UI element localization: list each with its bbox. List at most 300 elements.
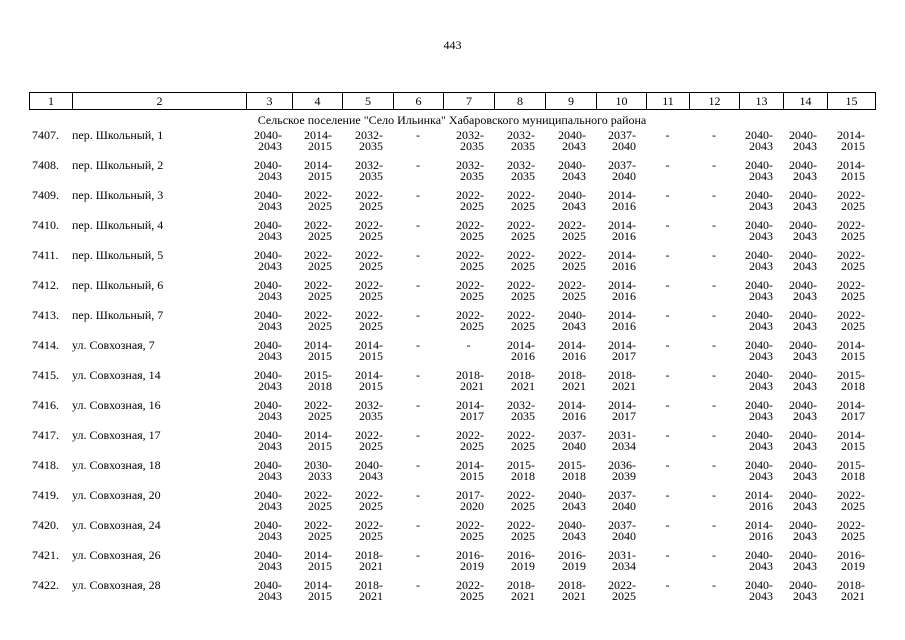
period-line: 2018- — [355, 578, 383, 592]
period-line: 2014- — [608, 248, 636, 262]
period-line: 2025 — [562, 229, 586, 243]
header-cell: 2 — [73, 93, 247, 110]
empty-value-cell: - — [665, 158, 670, 172]
period-cell — [292, 278, 342, 308]
table-row — [29, 488, 875, 518]
period-line: 2043 — [749, 319, 773, 333]
period-cell — [494, 218, 545, 248]
table-row — [29, 128, 875, 158]
period-line: 2017 — [612, 349, 636, 363]
period-cell — [494, 548, 545, 578]
period-line: 2043 — [562, 529, 586, 543]
period-cell — [545, 578, 596, 608]
period-line: 2014- — [507, 338, 535, 352]
period-line: 2040- — [789, 338, 817, 352]
period-cell — [827, 128, 875, 158]
table-row — [29, 398, 875, 428]
period-cell — [443, 308, 494, 338]
period-line: 2032- — [507, 128, 535, 142]
period-line: 2022- — [608, 578, 636, 592]
empty-value-cell: - — [665, 488, 670, 502]
empty-value-cell: - — [416, 278, 420, 292]
period-line: 2014- — [837, 398, 865, 412]
period-line: 2015 — [308, 439, 332, 453]
period-cell — [596, 158, 646, 188]
period-line: 2043 — [562, 199, 586, 213]
period-line: 2016- — [837, 548, 865, 562]
empty-value-cell: - — [665, 428, 670, 442]
period-line: 2043 — [793, 529, 817, 543]
period-line: 2025 — [841, 289, 865, 303]
period-cell — [342, 488, 393, 518]
period-cell — [443, 158, 494, 188]
period-line: 2016 — [562, 409, 586, 423]
period-line: 2015 — [308, 349, 332, 363]
period-line: 2018- — [558, 578, 586, 592]
period-line: 2040- — [254, 428, 282, 442]
period-line: 2040 — [562, 439, 586, 453]
empty-value-cell: - — [712, 548, 716, 562]
period-line: 2014- — [608, 278, 636, 292]
empty-value-cell: - — [416, 578, 420, 592]
period-line: 2022- — [304, 488, 332, 502]
period-line: 2043 — [793, 259, 817, 273]
period-line: 2040- — [745, 218, 773, 232]
period-line: 2043 — [793, 319, 817, 333]
empty-value-cell: - — [712, 578, 716, 592]
period-line: 2025 — [359, 199, 383, 213]
period-line: 2015- — [304, 368, 332, 382]
period-line: 2025 — [359, 529, 383, 543]
period-line: 2033 — [308, 469, 332, 483]
period-line: 2040- — [789, 188, 817, 202]
period-line: 2025 — [511, 259, 535, 273]
period-cell — [292, 458, 342, 488]
header-cell: 15 — [828, 93, 876, 110]
period-line: 2043 — [793, 349, 817, 363]
period-line: 2040- — [254, 218, 282, 232]
period-line: 2017 — [841, 409, 865, 423]
period-line: 2040- — [254, 248, 282, 262]
row-address: ул. Совхозная, 28 — [72, 578, 161, 592]
period-line: 2025 — [308, 499, 332, 513]
period-cell — [827, 578, 875, 608]
period-line: 2043 — [749, 349, 773, 363]
period-line: 2031- — [608, 548, 636, 562]
period-cell — [739, 158, 783, 188]
row-address: пер. Школьный, 1 — [72, 128, 164, 142]
period-cell — [739, 218, 783, 248]
period-cell — [246, 128, 292, 158]
empty-value-cell: - — [665, 128, 670, 142]
period-line: 2022- — [304, 518, 332, 532]
period-line: 2040- — [789, 368, 817, 382]
period-cell — [827, 278, 875, 308]
period-line: 2022- — [304, 308, 332, 322]
period-line: 2040- — [558, 308, 586, 322]
period-line: 2043 — [749, 469, 773, 483]
period-cell — [545, 488, 596, 518]
empty-value-cell: - — [665, 368, 670, 382]
table-row — [29, 428, 875, 458]
period-line: 2014- — [304, 578, 332, 592]
period-line: 2017- — [456, 488, 484, 502]
period-cell — [596, 548, 646, 578]
period-cell — [739, 488, 783, 518]
period-line: 2022- — [837, 278, 865, 292]
period-line: 2021 — [562, 379, 586, 393]
period-cell — [292, 428, 342, 458]
period-line: 2021 — [359, 589, 383, 603]
period-line: 2015 — [841, 139, 865, 153]
period-line: 2043 — [258, 319, 282, 333]
period-line: 2022- — [355, 308, 383, 322]
period-line: 2014- — [304, 128, 332, 142]
header-cell: 3 — [247, 93, 293, 110]
period-line: 2043 — [793, 139, 817, 153]
empty-value-cell: - — [665, 218, 670, 232]
period-line: 2025 — [460, 589, 484, 603]
period-line: 2014- — [608, 308, 636, 322]
period-line: 2015- — [558, 458, 586, 472]
empty-value-cell: - — [416, 518, 420, 532]
period-line: 2025 — [308, 229, 332, 243]
period-cell — [596, 578, 646, 608]
empty-value-cell: - — [665, 398, 670, 412]
period-line: 2016- — [558, 548, 586, 562]
period-line: 2035 — [511, 409, 535, 423]
period-line: 2014- — [304, 428, 332, 442]
period-line: 2022- — [355, 428, 383, 442]
empty-value-cell: - — [665, 548, 670, 562]
period-cell — [342, 398, 393, 428]
period-line: 2025 — [841, 529, 865, 543]
period-cell — [783, 548, 827, 578]
table-row — [29, 368, 875, 398]
period-line: 2016 — [749, 499, 773, 513]
period-line: 2018- — [837, 578, 865, 592]
period-line: 2043 — [749, 139, 773, 153]
period-line: 2037- — [558, 428, 586, 442]
period-line: 2015 — [359, 379, 383, 393]
period-line: 2043 — [258, 409, 282, 423]
period-cell — [783, 188, 827, 218]
period-line: 2022- — [355, 218, 383, 232]
header-cell: 11 — [647, 93, 690, 110]
period-line: 2032- — [507, 398, 535, 412]
period-cell — [783, 218, 827, 248]
period-cell — [246, 458, 292, 488]
period-line: 2040- — [745, 398, 773, 412]
period-line: 2040- — [355, 458, 383, 472]
period-line: 2015 — [308, 589, 332, 603]
period-line: 2032- — [456, 128, 484, 142]
period-line: 2040- — [789, 428, 817, 442]
table-row — [29, 338, 875, 368]
period-line: 2015 — [841, 169, 865, 183]
period-line: 2025 — [359, 439, 383, 453]
period-line: 2025 — [511, 199, 535, 213]
period-cell — [443, 248, 494, 278]
empty-value-cell: - — [416, 158, 420, 172]
period-line: 2014- — [456, 458, 484, 472]
period-line: 2018 — [308, 379, 332, 393]
period-cell — [739, 428, 783, 458]
period-line: 2022- — [558, 278, 586, 292]
period-cell — [545, 278, 596, 308]
row-number: 7414. — [32, 338, 59, 352]
period-line: 2015- — [837, 458, 865, 472]
period-line: 2043 — [749, 199, 773, 213]
period-line: 2035 — [511, 169, 535, 183]
period-line: 2014- — [558, 398, 586, 412]
period-cell — [545, 158, 596, 188]
period-line: 2035 — [359, 169, 383, 183]
period-line: 2040- — [745, 368, 773, 382]
period-cell — [494, 248, 545, 278]
period-cell — [827, 428, 875, 458]
period-line: 2018 — [562, 469, 586, 483]
period-cell — [545, 368, 596, 398]
header-cell: 9 — [546, 93, 597, 110]
period-line: 2025 — [308, 259, 332, 273]
period-line: 2039 — [612, 469, 636, 483]
period-line: 2015 — [308, 559, 332, 573]
period-line: 2040- — [254, 398, 282, 412]
period-cell — [739, 248, 783, 278]
header-cell: 8 — [495, 93, 546, 110]
period-cell — [494, 458, 545, 488]
period-cell — [783, 158, 827, 188]
period-cell — [246, 518, 292, 548]
row-number: 7421. — [32, 548, 59, 562]
empty-value-cell: - — [712, 398, 716, 412]
period-cell — [494, 128, 545, 158]
period-line: 2043 — [258, 589, 282, 603]
period-line: 2025 — [562, 289, 586, 303]
period-line: 2040- — [789, 548, 817, 562]
table-row — [29, 578, 875, 608]
period-cell — [596, 128, 646, 158]
period-cell — [827, 518, 875, 548]
row-number: 7418. — [32, 458, 59, 472]
row-number: 7422. — [32, 578, 59, 592]
period-line: 2017 — [612, 409, 636, 423]
period-line: 2043 — [258, 199, 282, 213]
period-cell — [783, 278, 827, 308]
period-cell — [246, 218, 292, 248]
period-cell — [783, 338, 827, 368]
period-line: 2018- — [608, 368, 636, 382]
period-cell — [739, 128, 783, 158]
period-cell — [739, 578, 783, 608]
period-line: 2032- — [355, 158, 383, 172]
period-line: 2025 — [308, 319, 332, 333]
period-line: 2031- — [608, 428, 636, 442]
empty-value-cell: - — [712, 338, 716, 352]
period-line: 2043 — [258, 229, 282, 243]
period-line: 2025 — [511, 289, 535, 303]
period-line: 2022- — [507, 218, 535, 232]
period-cell — [494, 488, 545, 518]
period-cell — [292, 158, 342, 188]
row-number: 7417. — [32, 428, 59, 442]
period-line: 2035 — [359, 409, 383, 423]
period-line: 2022- — [837, 518, 865, 532]
period-line: 2014- — [558, 338, 586, 352]
period-line: 2043 — [258, 469, 282, 483]
period-cell — [443, 278, 494, 308]
period-line: 2040- — [789, 308, 817, 322]
period-cell — [545, 548, 596, 578]
period-line: 2040- — [254, 368, 282, 382]
period-line: 2022- — [456, 518, 484, 532]
period-line: 2043 — [749, 229, 773, 243]
period-line: 2016 — [612, 319, 636, 333]
period-cell — [292, 188, 342, 218]
period-cell — [342, 308, 393, 338]
period-cell — [246, 368, 292, 398]
period-line: 2043 — [793, 439, 817, 453]
period-line: 2014- — [355, 368, 383, 382]
period-line: 2022- — [456, 428, 484, 442]
period-cell — [827, 488, 875, 518]
row-number: 7415. — [32, 368, 59, 382]
header-cell: 4 — [293, 93, 343, 110]
period-line: 2043 — [793, 229, 817, 243]
period-line: 2043 — [258, 439, 282, 453]
period-line: 2022- — [304, 188, 332, 202]
period-line: 2025 — [841, 499, 865, 513]
row-number: 7416. — [32, 398, 59, 412]
period-line: 2022- — [507, 308, 535, 322]
period-line: 2034 — [612, 439, 636, 453]
row-address: ул. Совхозная, 24 — [72, 518, 161, 532]
period-cell — [292, 218, 342, 248]
header-row — [30, 93, 876, 110]
empty-value-cell: - — [665, 278, 670, 292]
period-line: 2043 — [258, 559, 282, 573]
period-line: 2043 — [562, 139, 586, 153]
period-line: 2043 — [359, 469, 383, 483]
period-line: 2040- — [789, 158, 817, 172]
period-line: 2022- — [507, 188, 535, 202]
row-address: ул. Совхозная, 18 — [72, 458, 161, 472]
period-line: 2037- — [608, 488, 636, 502]
period-line: 2021 — [359, 559, 383, 573]
period-line: 2025 — [460, 319, 484, 333]
period-cell — [246, 548, 292, 578]
period-cell — [545, 218, 596, 248]
period-line: 2015 — [308, 169, 332, 183]
period-line: 2040- — [745, 308, 773, 322]
period-line: 2040 — [612, 499, 636, 513]
period-line: 2043 — [749, 589, 773, 603]
period-line: 2018 — [841, 469, 865, 483]
period-line: 2043 — [258, 379, 282, 393]
period-line: 2040- — [254, 188, 282, 202]
period-line: 2025 — [359, 289, 383, 303]
period-line: 2015 — [841, 439, 865, 453]
period-line: 2025 — [841, 199, 865, 213]
period-line: 2040- — [789, 218, 817, 232]
period-cell — [342, 368, 393, 398]
period-line: 2025 — [460, 229, 484, 243]
period-cell — [783, 518, 827, 548]
period-cell — [443, 188, 494, 218]
period-line: 2018- — [558, 368, 586, 382]
period-line: 2040- — [254, 308, 282, 322]
period-line: 2018- — [355, 548, 383, 562]
period-cell — [545, 518, 596, 548]
period-cell — [494, 338, 545, 368]
empty-value-cell: - — [665, 578, 670, 592]
table-row — [29, 278, 875, 308]
period-line: 2016 — [612, 199, 636, 213]
period-line: 2043 — [258, 529, 282, 543]
period-cell — [739, 338, 783, 368]
period-line: 2032- — [355, 128, 383, 142]
period-line: 2040- — [789, 488, 817, 502]
period-cell — [596, 368, 646, 398]
row-address: ул. Совхозная, 26 — [72, 548, 161, 562]
period-line: 2035 — [359, 139, 383, 153]
period-line: 2043 — [258, 169, 282, 183]
period-line: 2040- — [745, 128, 773, 142]
period-line: 2016 — [612, 229, 636, 243]
period-line: 2040- — [789, 578, 817, 592]
period-cell — [783, 578, 827, 608]
period-cell — [545, 458, 596, 488]
empty-value-cell: - — [665, 188, 670, 202]
period-cell — [596, 248, 646, 278]
period-cell — [494, 398, 545, 428]
table-row — [29, 188, 875, 218]
period-line: 2014- — [355, 338, 383, 352]
header-cell: 5 — [343, 93, 394, 110]
period-cell — [545, 308, 596, 338]
period-cell — [246, 398, 292, 428]
table-row — [29, 548, 875, 578]
period-cell — [494, 188, 545, 218]
period-cell — [783, 248, 827, 278]
period-line: 2018 — [511, 469, 535, 483]
empty-value-cell: - — [416, 398, 420, 412]
period-line: 2018- — [456, 368, 484, 382]
header-cell: 7 — [444, 93, 495, 110]
period-cell — [596, 458, 646, 488]
period-line: 2016 — [511, 349, 535, 363]
period-line: 2040- — [254, 128, 282, 142]
period-cell — [596, 278, 646, 308]
period-cell — [443, 128, 494, 158]
header-cell: 6 — [394, 93, 444, 110]
empty-value-cell: - — [416, 548, 420, 562]
period-line: 2021 — [841, 589, 865, 603]
period-line: 2014- — [608, 188, 636, 202]
row-number: 7413. — [32, 308, 59, 322]
row-address: ул. Совхозная, 14 — [72, 368, 161, 382]
empty-value-cell: - — [416, 458, 420, 472]
period-cell — [827, 398, 875, 428]
section-title: Сельское поселение "Село Ильинка" Хабаровского муниципального района — [257, 113, 647, 127]
period-line: 2025 — [308, 529, 332, 543]
row-number: 7409. — [32, 188, 59, 202]
period-line: 2015 — [841, 349, 865, 363]
period-cell — [443, 458, 494, 488]
empty-value-cell: - — [712, 218, 716, 232]
period-line: 2043 — [749, 439, 773, 453]
